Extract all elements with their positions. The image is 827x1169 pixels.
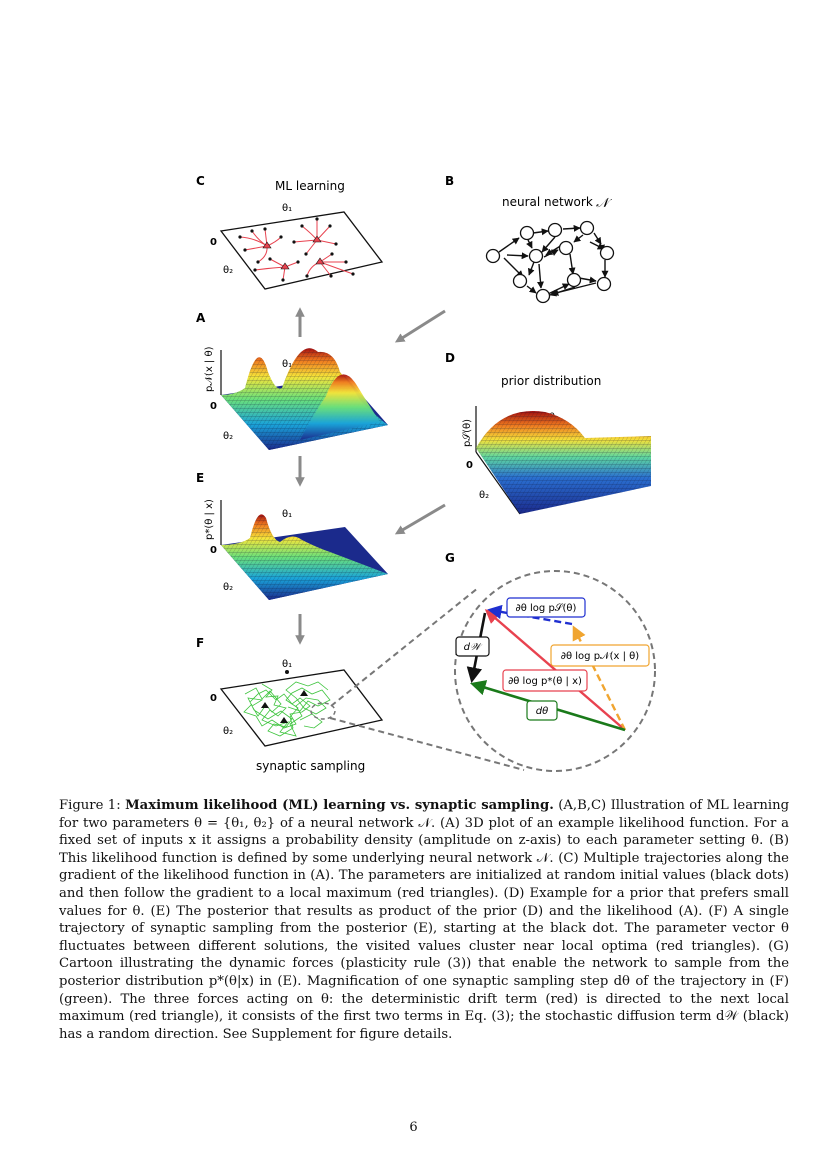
panel-c-zero: 0 (210, 237, 217, 248)
panel-a-letter: A (196, 311, 206, 325)
figure-caption (59, 797, 789, 1043)
panel-f-theta1: θ₁ (282, 659, 293, 670)
panel-g (445, 551, 655, 771)
panel-f-letter: F (196, 636, 205, 650)
panel-c-theta1: θ₁ (282, 203, 293, 214)
panel-f-theta2: θ₂ (223, 726, 234, 737)
panel-d-zlabel: p𝒮(θ) (462, 418, 473, 447)
panel-a-zlabel: p𝒩(x | θ) (204, 346, 215, 392)
panel-a (196, 311, 388, 450)
caption-text: (A,B,C) Illustration of ML learning for two parameters θ = {θ₁, θ₂} of a neural network 𝒩. (A) 3D plot of an example likelihood function. For a fixed set of inputs x it assigns a probability density (amplitude on z-axis) to each parameter setting θ. (B) This likelihood function is defined by some underlying neural network 𝒩. (C) Multiple trajectories along the gradient of the likelihood function in (A). The parameters are initialized at random initial values (black dots) and then follow the gradient to a local maximum (red triangles). (D) Example for a prior that prefers small values for θ. (E) The posterior that results as product of the prior (D) and the likelihood (A). (F) A single trajectory of synaptic sampling from the posterior (E), starting at the black dot. The parameter vector θ fluctuates between different solutions, the visited values cluster near local optima (red triangles). (G) Cartoon illustrating the dynamic forces (plasticity rule (3)) that enable the network to sample from the posterior distribution p*(θ|x) in (E). Magnification of one synaptic sampling step dθ of the trajectory in (F) (green). The three forces acting on θ: the deterministic drift term (red) is directed to the next local maximum (red triangle), it consists of the first two terms in Eq. (3); the stochastic diffusion term d𝒲 (black) has a random direction. See Supplement for figure details. (59, 798, 790, 1042)
panel-f-start-dot (285, 670, 289, 674)
panel-c (196, 174, 382, 289)
panel-d-letter: D (445, 351, 455, 365)
panel-b-letter: B (445, 174, 455, 188)
panel-b (445, 174, 614, 303)
panel-a-zero: 0 (210, 401, 217, 412)
panel-e-theta2: θ₂ (223, 582, 234, 593)
step-label: dθ (535, 706, 549, 717)
panel-a-theta2: θ₂ (223, 431, 234, 442)
arrow-b-to-a (399, 311, 445, 340)
panel-f-zero: 0 (210, 693, 217, 704)
panel-b-symbol: 𝒩 (596, 196, 609, 211)
panel-d-mesh (476, 411, 651, 514)
panel-e (196, 471, 388, 600)
panel-c-title: ML learning (275, 179, 345, 193)
lik-grad-label: ∂θ log p𝒩(x | θ) (560, 651, 640, 662)
panel-e-theta1: θ₁ (282, 509, 293, 520)
panel-c-letter: C (196, 174, 205, 188)
prior-grad-label: ∂θ log p𝒮(θ) (515, 603, 577, 614)
panel-c-theta2: θ₂ (223, 265, 234, 276)
panel-e-zero: 0 (210, 545, 217, 556)
panel-f-title: synaptic sampling (256, 759, 366, 773)
panel-e-letter: E (196, 471, 205, 485)
diffusion-label: d𝒲 (463, 642, 481, 653)
panel-e-zlabel: p*(θ | x) (204, 499, 215, 540)
panel-d-title: prior distribution (501, 374, 602, 388)
caption-label: Figure 1: (59, 798, 121, 813)
panel-d-zero: 0 (466, 460, 473, 471)
page-number: 6 (409, 1120, 418, 1135)
panel-d-theta2: θ₂ (479, 490, 490, 501)
panel-a-theta1: θ₁ (282, 359, 293, 370)
caption-title: Maximum likelihood (ML) learning vs. synaptic sampling. (125, 798, 554, 813)
post-grad-label: ∂θ log p*(θ | x) (508, 676, 582, 687)
panel-d (445, 351, 651, 514)
arrow-d-to-e (399, 505, 445, 532)
panel-f-plane (221, 670, 382, 746)
panel-g-letter: G (445, 551, 455, 565)
panel-b-title: neural network (502, 195, 593, 209)
